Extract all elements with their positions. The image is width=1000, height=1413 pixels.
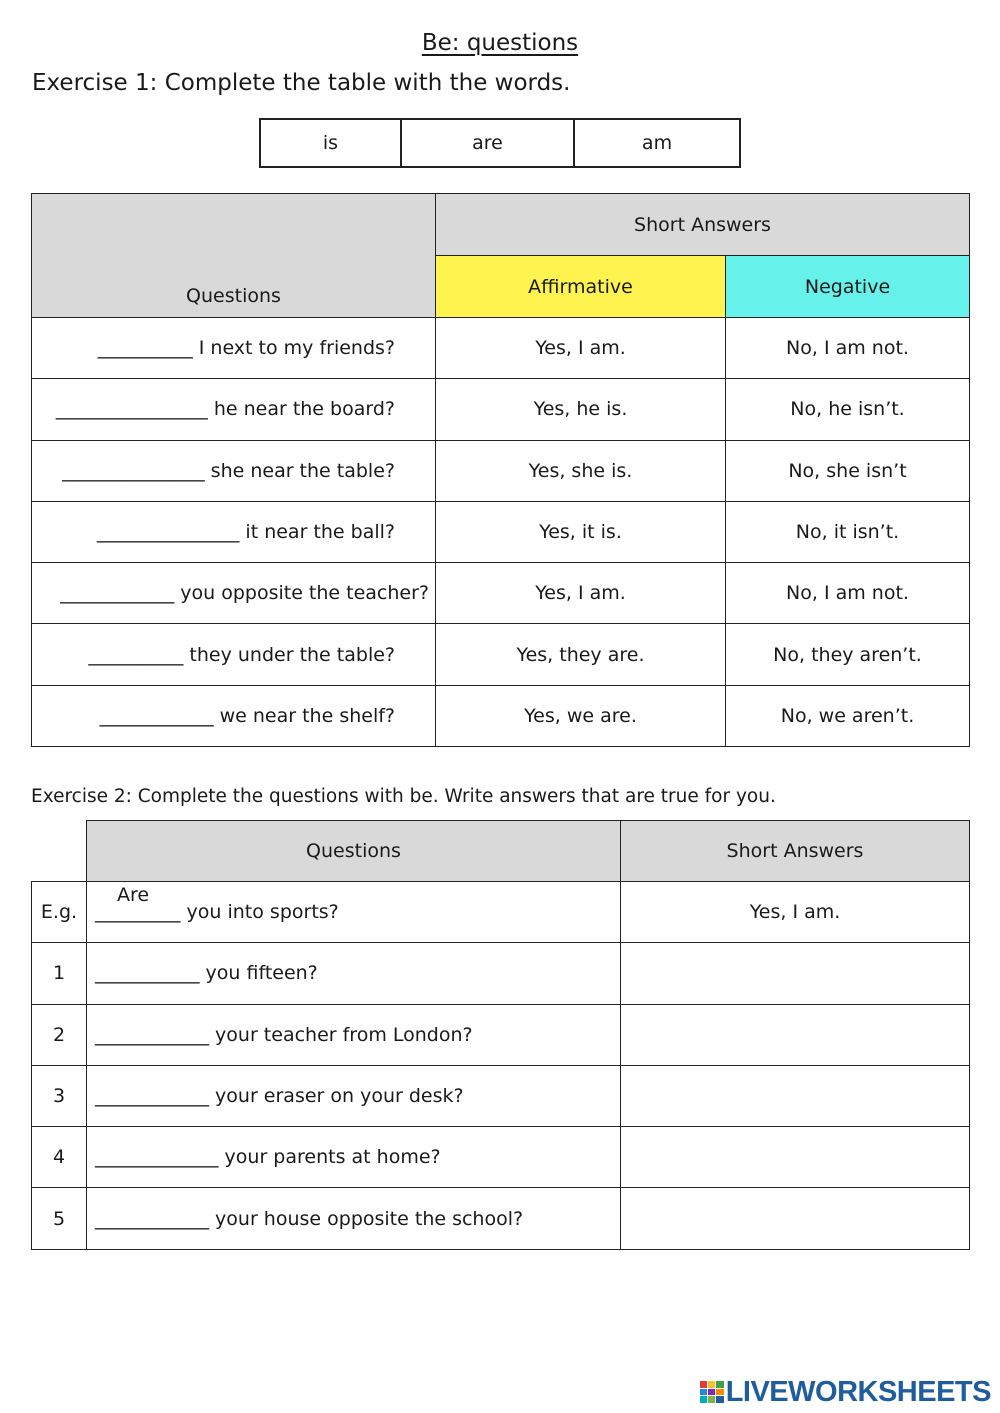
table-row: [32, 318, 970, 379]
affirmative-cell: Yes, they are.: [436, 624, 726, 685]
liveworksheets-logo: [700, 1377, 991, 1407]
logo-text: LIVEWORKSHEETS: [725, 1375, 991, 1408]
exercise-1-instruction: Exercise 1: Complete the table with the words.: [32, 70, 571, 96]
logo-square: [700, 1396, 707, 1403]
affirmative-cell: Yes, I am.: [436, 563, 726, 624]
answer-cell[interactable]: [621, 1127, 970, 1188]
word-bank-item[interactable]: am: [574, 119, 740, 167]
question-cell[interactable]: _______________ it near the ball?: [32, 501, 436, 562]
questions-header: Questions: [32, 194, 436, 318]
negative-header: Negative: [726, 256, 970, 318]
negative-cell: No, I am not.: [726, 318, 970, 379]
filled-blank: [95, 884, 181, 924]
affirmative-cell: Yes, she is.: [436, 440, 726, 501]
answer-cell[interactable]: [621, 943, 970, 1004]
row-number: 1: [32, 943, 87, 1004]
row-number: 3: [32, 1065, 87, 1126]
negative-cell: No, we aren’t.: [726, 685, 970, 746]
logo-square: [716, 1396, 723, 1403]
page-title: Be: questions: [421, 30, 579, 56]
question-cell[interactable]: ___________ you fifteen?: [87, 943, 621, 1004]
question-cell[interactable]: ____________ we near the shelf?: [32, 685, 436, 746]
question-cell[interactable]: _____________ your parents at home?: [87, 1127, 621, 1188]
exercise-2-instruction: Exercise 2: Complete the questions with be. Write answers that are true for you.: [31, 786, 776, 807]
exercise-2-table: [31, 820, 970, 1250]
logo-square: [716, 1381, 723, 1388]
example-question: [87, 882, 621, 943]
word-bank-item[interactable]: are: [401, 119, 574, 167]
table-row: [32, 379, 970, 440]
table-row: [32, 624, 970, 685]
row-number: 4: [32, 1127, 87, 1188]
question-cell[interactable]: __________ I next to my friends?: [32, 318, 436, 379]
short-answers-header: Short Answers: [621, 821, 970, 882]
question-cell[interactable]: ____________ your house opposite the school?: [87, 1188, 621, 1249]
table-row: [32, 685, 970, 746]
table-row: [32, 1127, 970, 1188]
word-bank-item[interactable]: is: [260, 119, 401, 167]
answer-cell: Yes, I am.: [621, 882, 970, 943]
blank-line: _________: [95, 901, 181, 924]
table-row: [32, 943, 970, 1004]
questions-header: Questions: [87, 821, 621, 882]
affirmative-cell: Yes, he is.: [436, 379, 726, 440]
logo-grid-icon: [700, 1381, 724, 1403]
question-cell[interactable]: ________________ he near the board?: [32, 379, 436, 440]
logo-square: [708, 1381, 715, 1388]
logo-square: [700, 1381, 707, 1388]
negative-cell: No, she isn’t: [726, 440, 970, 501]
affirmative-cell: Yes, we are.: [436, 685, 726, 746]
question-cell[interactable]: ____________ you opposite the teacher?: [32, 563, 436, 624]
word-bank: [259, 118, 741, 168]
negative-cell: No, he isn’t.: [726, 379, 970, 440]
short-answers-header: Short Answers: [436, 194, 970, 256]
question-cell[interactable]: ____________ your eraser on your desk?: [87, 1065, 621, 1126]
question-text: you into sports?: [180, 901, 339, 924]
blank-corner: [32, 821, 87, 882]
negative-cell: No, it isn’t.: [726, 501, 970, 562]
row-number: 2: [32, 1004, 87, 1065]
example-label: E.g.: [32, 882, 87, 943]
logo-square: [708, 1396, 715, 1403]
affirmative-cell: Yes, it is.: [436, 501, 726, 562]
answer-cell[interactable]: [621, 1188, 970, 1249]
affirmative-cell: Yes, I am.: [436, 318, 726, 379]
logo-square: [716, 1389, 723, 1396]
question-cell[interactable]: ____________ your teacher from London?: [87, 1004, 621, 1065]
affirmative-header: Affirmative: [436, 256, 726, 318]
negative-cell: No, I am not.: [726, 563, 970, 624]
negative-cell: No, they aren’t.: [726, 624, 970, 685]
table-row: [32, 1188, 970, 1249]
answer-cell[interactable]: [621, 1004, 970, 1065]
table-row: [32, 1065, 970, 1126]
exercise-1-table: [31, 193, 970, 747]
table-row: [32, 563, 970, 624]
row-number: 5: [32, 1188, 87, 1249]
logo-square: [708, 1389, 715, 1396]
filled-word: Are: [117, 884, 150, 907]
question-cell[interactable]: _______________ she near the table?: [32, 440, 436, 501]
table-row: [32, 501, 970, 562]
logo-square: [700, 1389, 707, 1396]
table-row: [32, 1004, 970, 1065]
table-row-example: [32, 882, 970, 943]
question-cell[interactable]: __________ they under the table?: [32, 624, 436, 685]
answer-cell[interactable]: [621, 1065, 970, 1126]
table-row: [32, 440, 970, 501]
